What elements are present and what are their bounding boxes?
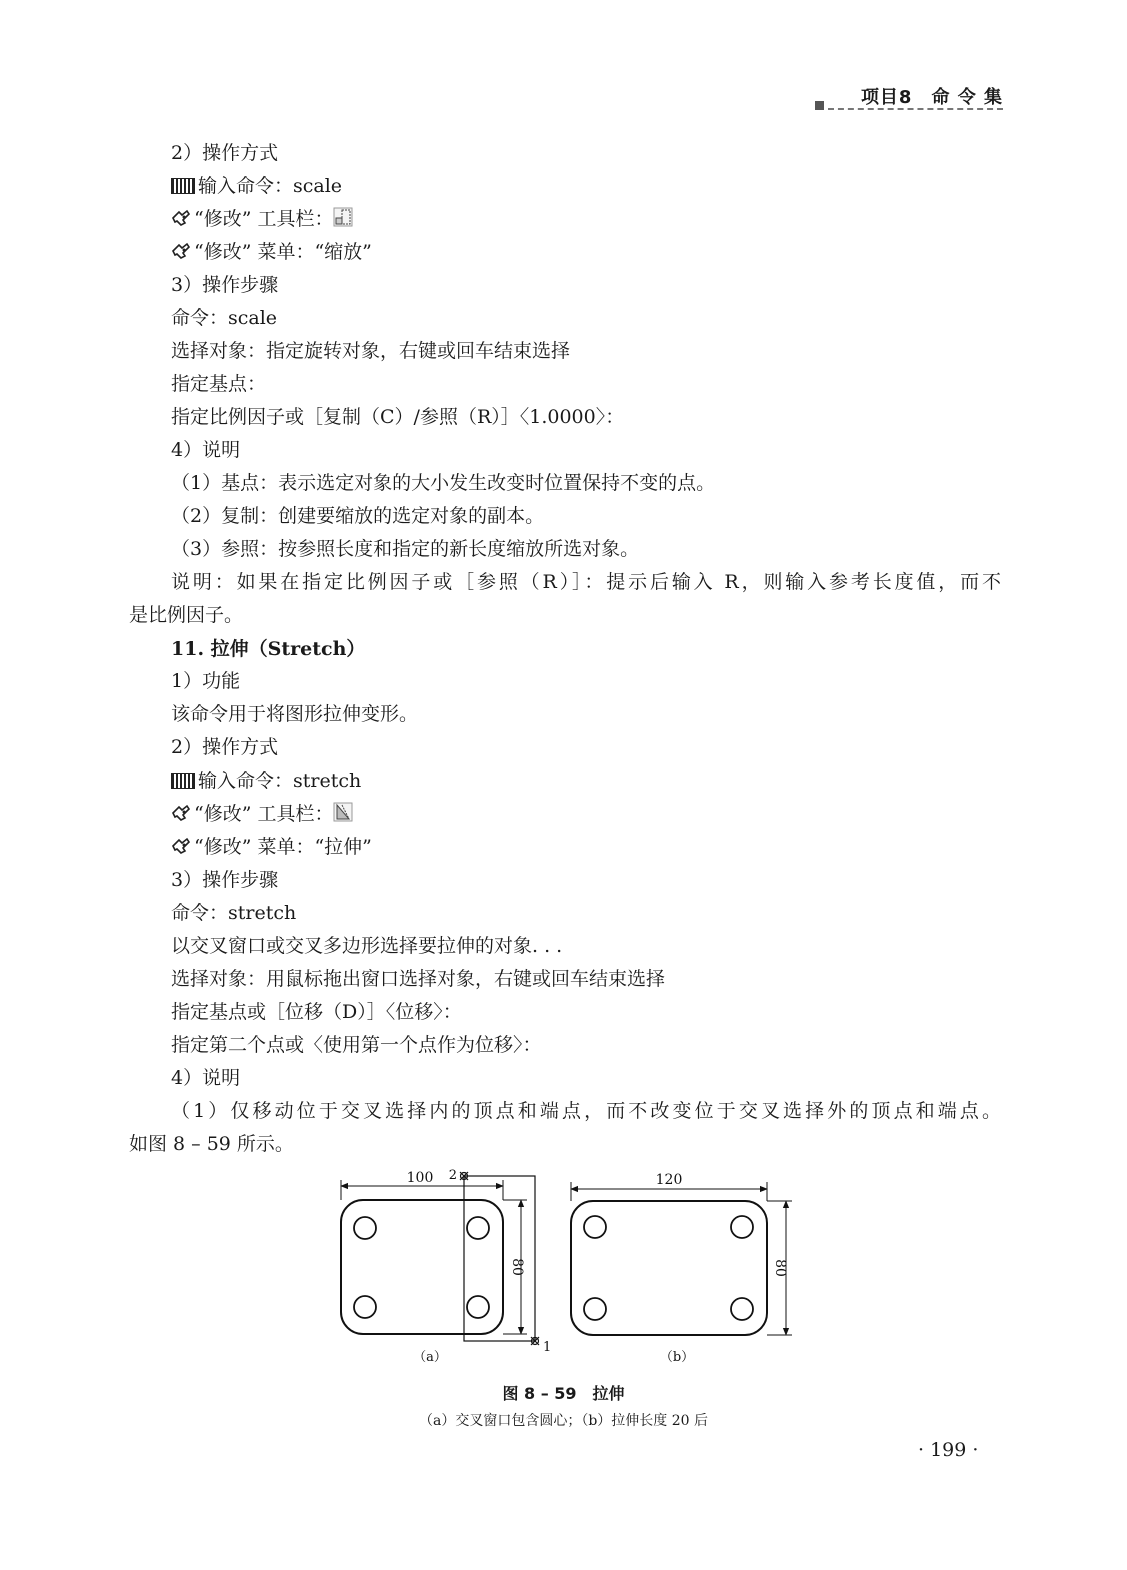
- section-heading: 11. 拉伸（Stretch）: [171, 638, 366, 660]
- text-line: 是比例因子。: [129, 604, 244, 626]
- text-line: 2）操作方式: [171, 736, 279, 758]
- hand-pointer-icon: [171, 837, 191, 855]
- hole: [467, 1296, 489, 1318]
- panel-b-label: （b）: [659, 1350, 695, 1365]
- text-line: 说明：如果在指定比例因子或［参照（R）］：提示后输入 R，则输入参考长度值，而不: [171, 571, 1001, 593]
- hole: [731, 1216, 753, 1238]
- text-line: 指定比例因子或［复制（C）/参照（R）］〈1.0000〉：: [171, 406, 625, 428]
- hole: [584, 1216, 606, 1238]
- text-line: 输入命令：scale: [171, 173, 342, 199]
- dim-a-width: 100: [406, 1170, 434, 1186]
- text-line: （2）复制：创建要缩放的选定对象的副本。: [171, 505, 545, 527]
- stretch-tool-icon: [333, 802, 353, 822]
- text-line: 选择对象：指定旋转对象，右键或回车结束选择: [171, 340, 571, 362]
- scale-tool-icon: [333, 207, 353, 227]
- hand-pointer-icon: [171, 804, 191, 822]
- header-title: 项目8 命 令 集: [860, 87, 1003, 108]
- text-line: 3）操作步骤: [171, 869, 279, 891]
- text-line: 1）功能: [171, 670, 241, 692]
- hole: [354, 1217, 376, 1239]
- text-line: （1）基点：表示选定对象的大小发生改变时位置保持不变的点。: [171, 472, 716, 494]
- text-line: 该命令用于将图形拉伸变形。: [171, 703, 419, 725]
- text-line: 3）操作步骤: [171, 274, 279, 296]
- panel-a-label: （a）: [413, 1350, 447, 1365]
- hole: [354, 1296, 376, 1318]
- running-header: [815, 80, 1003, 120]
- text-line: （1）仅移动位于交叉选择内的顶点和端点，而不改变位于交叉选择外的顶点和端点。: [171, 1100, 1001, 1122]
- figure-title: 图 8 – 59 拉伸: [502, 1384, 625, 1403]
- text-line: “修改” 工具栏：: [171, 801, 356, 827]
- hand-pointer-icon: [171, 209, 191, 227]
- point-1-label: 1: [543, 1340, 552, 1355]
- dim-b-height: 80: [772, 1259, 788, 1277]
- text-line: 以交叉窗口或交叉多边形选择要拉伸的对象. . .: [171, 935, 563, 957]
- text-line: 命令：scale: [171, 307, 278, 329]
- text-line: （3）参照：按参照长度和指定的新长度缩放所选对象。: [171, 538, 640, 560]
- text-line: “修改” 菜单：“拉伸”: [171, 834, 372, 860]
- text-line: 指定基点：: [171, 373, 267, 395]
- keyboard-icon: [171, 773, 195, 789]
- text-line: 2）操作方式: [171, 142, 279, 164]
- text-line: 输入命令：stretch: [171, 768, 361, 794]
- hand-pointer-icon: [171, 242, 191, 260]
- hole: [731, 1298, 753, 1320]
- text-line: “修改” 菜单：“缩放”: [171, 239, 372, 265]
- panel-b: [571, 1182, 792, 1335]
- figure-subtitle: （a）交叉窗口包含圆心；（b）拉伸长度 20 后: [418, 1413, 709, 1429]
- text-line: 4）说明: [171, 439, 241, 461]
- text-line: 选择对象：用鼠标拖出窗口选择对象，右键或回车结束选择: [171, 968, 666, 990]
- hole: [584, 1298, 606, 1320]
- keyboard-icon: [171, 178, 195, 194]
- point-2-label: 2: [448, 1168, 457, 1183]
- text-line: 指定第二个点或〈使用第一个点作为位移〉：: [171, 1034, 542, 1056]
- plate-outline-b: [571, 1201, 767, 1335]
- header-square-mark: [815, 101, 824, 110]
- hole: [467, 1217, 489, 1239]
- dim-a-height: 80: [509, 1258, 525, 1276]
- text-line: “修改” 工具栏：: [171, 206, 356, 232]
- text-line: 4）说明: [171, 1067, 241, 1089]
- dim-b-width: 120: [655, 1172, 683, 1188]
- text-line: 命令：stretch: [171, 902, 297, 924]
- stretch-figure: [320, 1160, 800, 1375]
- text-line: 指定基点或［位移（D）］〈位移〉：: [171, 1001, 462, 1023]
- text-line: 如图 8 – 59 所示。: [129, 1133, 294, 1155]
- page-number: · 199 ·: [918, 1439, 979, 1461]
- plate-outline-a: [341, 1200, 503, 1334]
